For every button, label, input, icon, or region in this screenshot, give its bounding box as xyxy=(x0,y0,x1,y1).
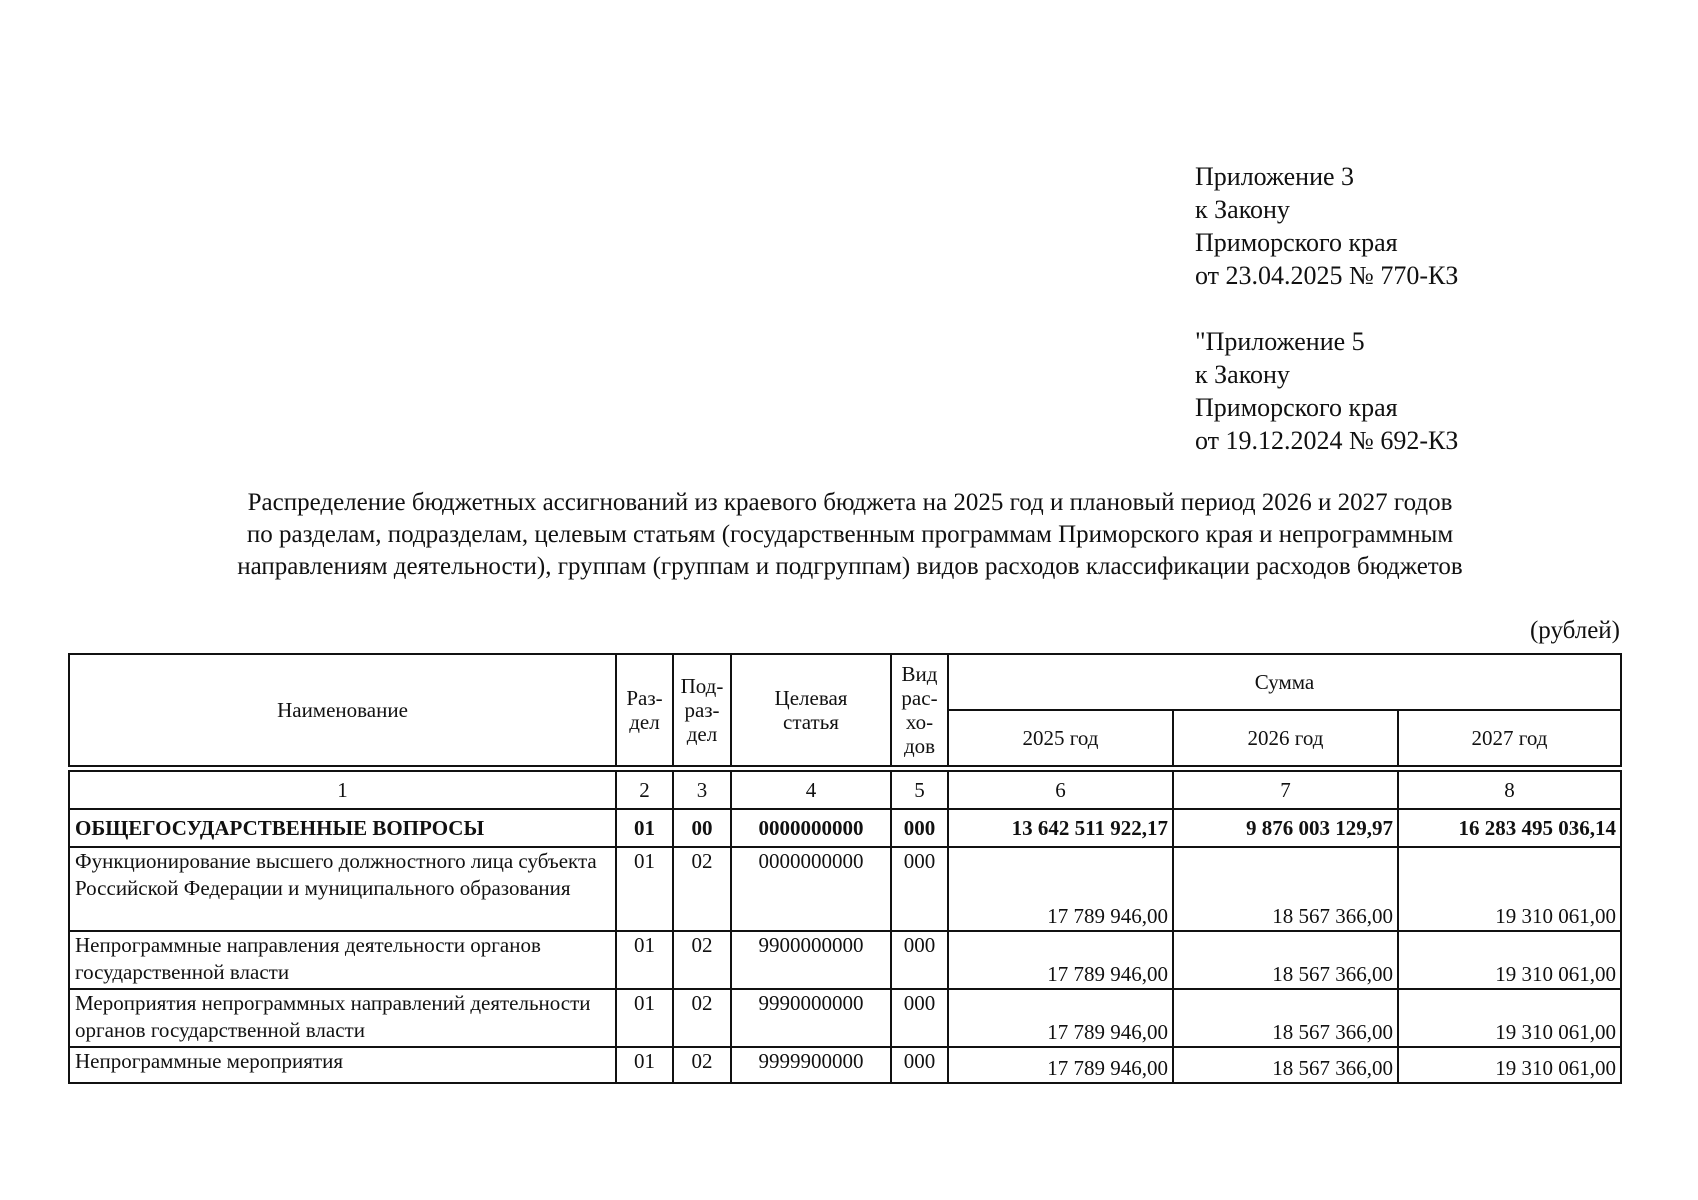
table-row xyxy=(69,931,1621,989)
table-row xyxy=(69,847,1621,931)
row-amount-2027: 16 283 495 036,14 xyxy=(1398,809,1621,847)
row-section: 01 xyxy=(616,809,673,847)
row-section: 01 xyxy=(616,1047,673,1083)
row-subsection: 02 xyxy=(673,989,731,1047)
row-target: 9999900000 xyxy=(731,1047,891,1083)
row-amount-2026: 9 876 003 129,97 xyxy=(1173,809,1398,847)
row-target: 0000000000 xyxy=(731,847,891,931)
row-amount-2026: 18 567 366,00 xyxy=(1173,931,1398,989)
header-subsection: Под- раз- дел xyxy=(673,654,731,766)
table-row xyxy=(69,809,1621,847)
row-amount-2027: 19 310 061,00 xyxy=(1398,847,1621,931)
appendix-line: Приморского края xyxy=(1195,228,1398,257)
row-amount-2026: 18 567 366,00 xyxy=(1173,847,1398,931)
row-section: 01 xyxy=(616,847,673,931)
appendix-line: Приморского края xyxy=(1195,393,1398,422)
header-year-2026: 2026 год xyxy=(1173,710,1398,766)
row-amount-2027: 19 310 061,00 xyxy=(1398,989,1621,1047)
row-amount-2027: 19 310 061,00 xyxy=(1398,1047,1621,1083)
title-line: Распределение бюджетных ассигнований из краевого бюджета на 2025 год и плановый период 2026 и 2027 годов xyxy=(247,489,1453,516)
row-name: Мероприятия непрограммных направлений деятельности органов государственной власти xyxy=(69,989,616,1047)
row-name: Непрограммные мероприятия xyxy=(69,1047,616,1083)
row-name: Непрограммные направления деятельности органов государственной власти xyxy=(69,931,616,989)
row-subsection: 02 xyxy=(673,847,731,931)
row-expense-type: 000 xyxy=(891,931,948,989)
column-number: 4 xyxy=(731,771,891,809)
appendix-line: от 23.04.2025 № 770-КЗ xyxy=(1195,261,1459,290)
appendix-gap xyxy=(1195,292,1458,325)
document-title xyxy=(60,487,1640,583)
row-amount-2026: 18 567 366,00 xyxy=(1173,989,1398,1047)
row-amount-2025: 17 789 946,00 xyxy=(948,989,1173,1047)
row-expense-type: 000 xyxy=(891,1047,948,1083)
header-section: Раз- дел xyxy=(616,654,673,766)
table-row xyxy=(69,989,1621,1047)
table-row xyxy=(69,1047,1621,1083)
header-name: Наименование xyxy=(69,654,616,766)
row-amount-2026: 18 567 366,00 xyxy=(1173,1047,1398,1083)
column-number: 2 xyxy=(616,771,673,809)
row-name: Функционирование высшего должностного лица субъекта Российской Федерации и муниципального образования xyxy=(69,847,616,931)
row-amount-2025: 13 642 511 922,17 xyxy=(948,809,1173,847)
row-subsection: 00 xyxy=(673,809,731,847)
budget-table xyxy=(68,653,1622,1084)
appendix-line: Приложение 3 xyxy=(1195,162,1355,191)
column-number: 8 xyxy=(1398,771,1621,809)
appendix-line: "Приложение 5 xyxy=(1195,327,1365,356)
appendix-block xyxy=(1195,160,1458,457)
row-amount-2025: 17 789 946,00 xyxy=(948,1047,1173,1083)
row-expense-type: 000 xyxy=(891,809,948,847)
appendix-line: к Закону xyxy=(1195,360,1290,389)
header-year-2027: 2027 год xyxy=(1398,710,1621,766)
title-line: направлениям деятельности), группам (группам и подгруппам) видов расходов классификации расходов бюджетов xyxy=(237,553,1463,580)
row-amount-2025: 17 789 946,00 xyxy=(948,847,1173,931)
row-subsection: 02 xyxy=(673,931,731,989)
appendix-line: к Закону xyxy=(1195,195,1290,224)
row-amount-2025: 17 789 946,00 xyxy=(948,931,1173,989)
column-number: 7 xyxy=(1173,771,1398,809)
column-number: 1 xyxy=(69,771,616,809)
row-name: ОБЩЕГОСУДАРСТВЕННЫЕ ВОПРОСЫ xyxy=(69,809,616,847)
row-target: 0000000000 xyxy=(731,809,891,847)
units-label: (рублей) xyxy=(1529,617,1620,644)
row-section: 01 xyxy=(616,989,673,1047)
column-number-row xyxy=(69,771,1621,809)
row-amount-2027: 19 310 061,00 xyxy=(1398,931,1621,989)
title-line: по разделам, подразделам, целевым статьям (государственным программам Приморского края и непрограммным xyxy=(246,521,1454,548)
row-expense-type: 000 xyxy=(891,847,948,931)
row-subsection: 02 xyxy=(673,1047,731,1083)
header-year-2025: 2025 год xyxy=(948,710,1173,766)
header-expense-type: Вид рас- хо- дов xyxy=(891,654,948,766)
column-number: 5 xyxy=(891,771,948,809)
appendix-line: от 19.12.2024 № 692-КЗ xyxy=(1195,426,1459,455)
row-target: 9990000000 xyxy=(731,989,891,1047)
column-number: 6 xyxy=(948,771,1173,809)
column-number: 3 xyxy=(673,771,731,809)
row-section: 01 xyxy=(616,931,673,989)
row-target: 9900000000 xyxy=(731,931,891,989)
header-sum: Сумма xyxy=(948,654,1621,710)
row-expense-type: 000 xyxy=(891,989,948,1047)
header-target: Целевая статья xyxy=(731,654,891,766)
